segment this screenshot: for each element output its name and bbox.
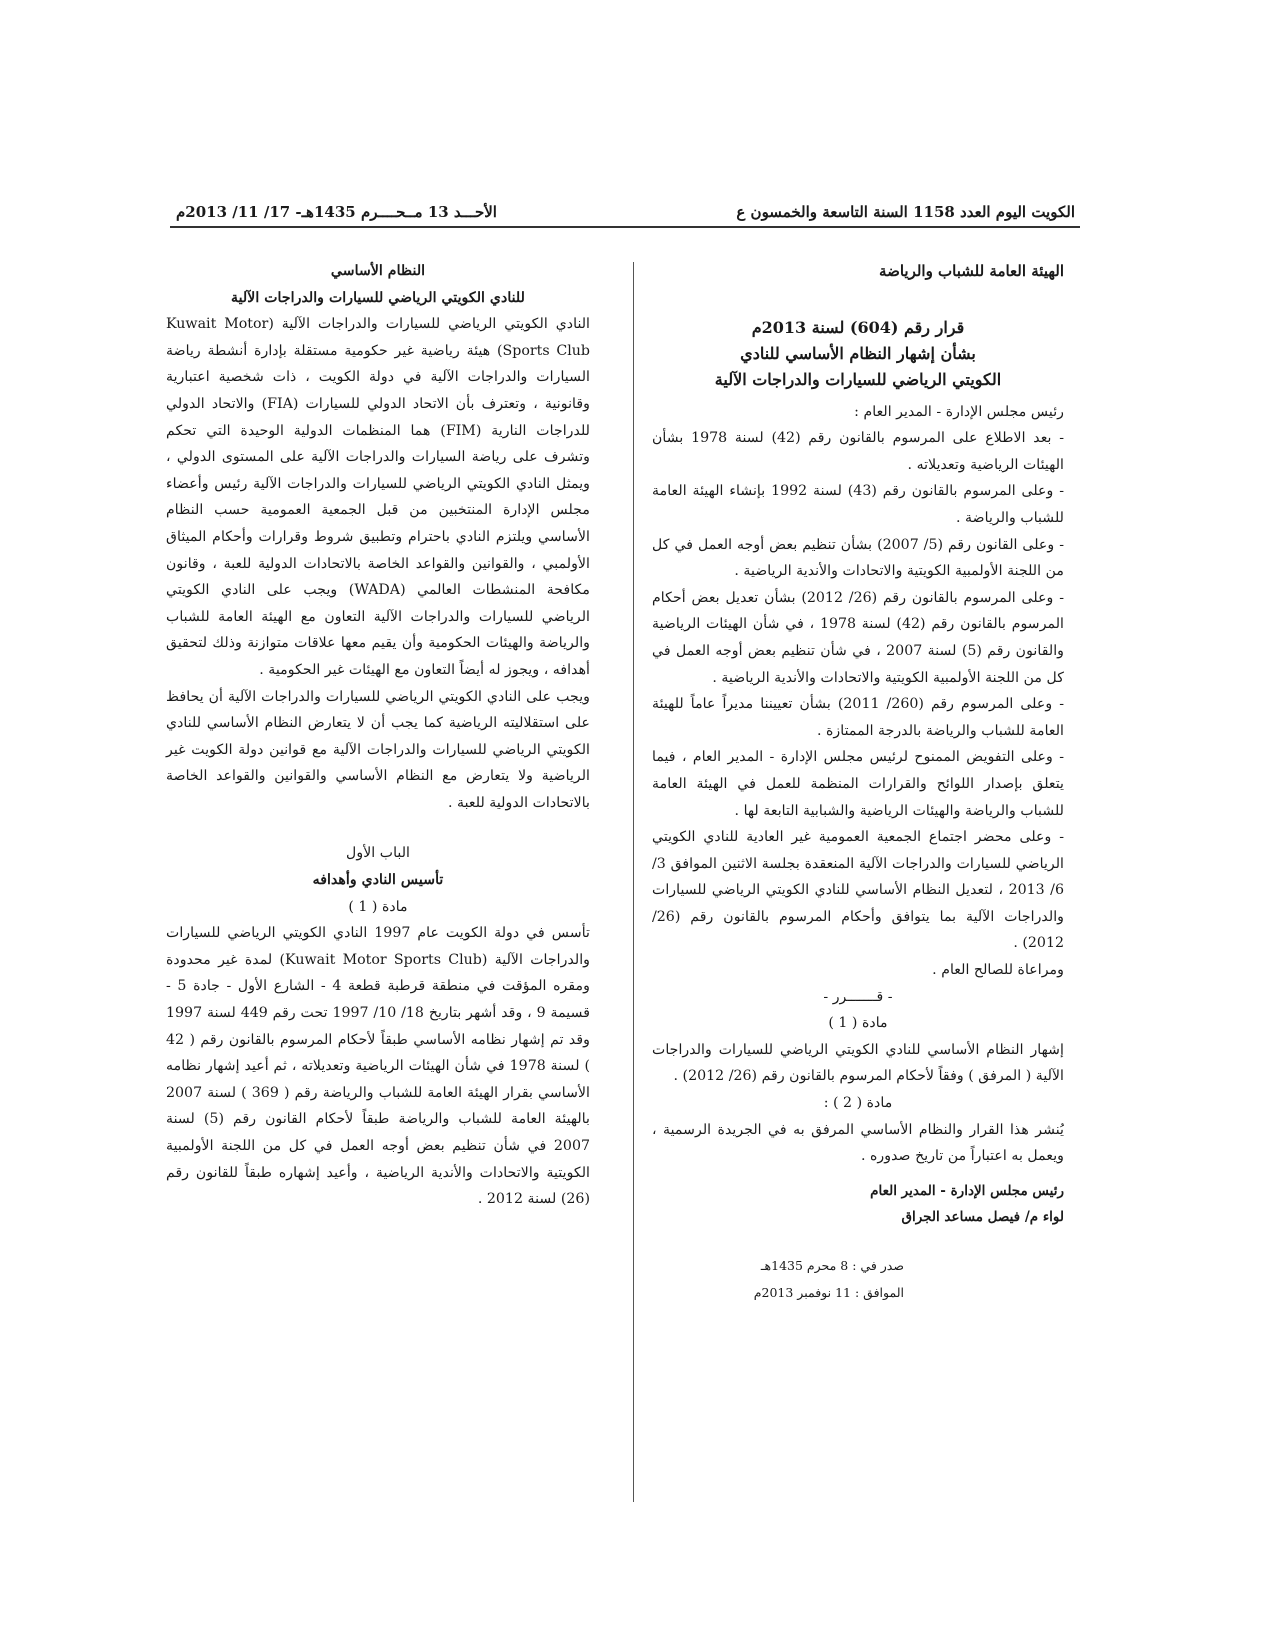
preamble-clause: - وعلى محضر اجتماع الجمعية العمومية غير العادية للنادي الكويتي الرياضي للسيارات والدراجات الآلية المنعقدة بجلسة الاثنين الموافق 3/ 6/ 2013 ، لتعديل النظام الأساسي للنادي الكويتي الرياضي للسيارات والدراجات الآلية بما يتوافق وأحكام المرسوم بالقانون رقم (26/ 2012) . bbox=[652, 829, 1064, 952]
signature-name: لواء م/ فيصل مساعد الجراق bbox=[901, 1209, 1064, 1226]
article-2-text: يُنشر هذا القرار والنظام الأساسي المرفق به في الجريدة الرسمية ، ويعمل به اعتباراً من تاريخ صدوره . bbox=[652, 1121, 1064, 1165]
preamble-public-interest: ومراعاة للصالح العام . bbox=[932, 962, 1064, 979]
header-rule bbox=[170, 226, 1080, 228]
statute-subtitle: للنادي الكويتي الرياضي للسيارات والدراجات الآلية bbox=[231, 289, 525, 306]
issue-dates bbox=[652, 1253, 1064, 1306]
statute-intro-paragraph: النادي الكويتي الرياضي للسيارات والدراجات الآلية (Kuwait Motor Sports Club) هيئة رياضية غير حكومية مستقلة بإدارة أنشطة رياضة السيارات والدراجات الآلية في دولة الكويت ، ذات شخصية اعتبارية وقانونية ، وتعترف بأن الاتحاد الدولي للسيارات (FIA) والاتحاد الدولي للدراجات النارية (FIM) هما المنظمات الدولية الوحيدة التي تحكم وتشرف على رياضة السيارات والدراجات الآلية على المستوى الدولي ، ويمثل النادي الكويتي الرياضي للسيارات والدراجات الآلية رئيس وأعضاء مجلس الإدارة المنتخبين من قبل الجمعية العمومية حسب النظام الأساسي ويلتزم النادي باحترام وتطبيق شروط وقرارات وأحكام الميثاق الأولمبي ، والقوانين والقواعد الخاصة بالاتحادات الدولية للعبة ، وقانون مكافحة المنشطات العالمي (WADA) ويجب على النادي الكويتي الرياضي للسيارات والدراجات الآلية التعاون مع الهيئة العامة للشباب والرياضة والهيئات الحكومية وأن يقيم معها علاقات متوازنة وذلك لتحقيق أهدافه ، ويجوز له أيضاً التعاون مع الهيئات غير الحكومية . bbox=[166, 316, 591, 678]
preamble-issuer: رئيس مجلس الإدارة - المدير العام : bbox=[854, 403, 1064, 420]
article-1-title: مادة ( 1 ) bbox=[828, 1015, 888, 1032]
chapter-article-title: مادة ( 1 ) bbox=[348, 898, 408, 915]
signature-block bbox=[652, 1178, 1064, 1231]
decision-subject-line-1: بشأن إشهار النظام الأساسي للنادي bbox=[740, 343, 976, 363]
right-column bbox=[652, 258, 1064, 1306]
chapter-number: الباب الأول bbox=[346, 845, 410, 862]
article-1-text: إشهار النظام الأساسي للنادي الكويتي الرياضي للسيارات والدراجات الآلية ( المرفق ) وفقاً لأحكام المرسوم بالقانون رقم (26/ 2012) . bbox=[652, 1041, 1064, 1085]
statute-title: النظام الأساسي bbox=[330, 263, 426, 279]
gazette-header-issue: الكويت اليوم العدد 1158 السنة التاسعة والخمسون ع bbox=[736, 203, 1075, 221]
preamble-clause: - وعلى التفويض الممنوح لرئيس مجلس الإدارة - المدير العام ، فيما يتعلق بإصدار اللوائح والقرارات المنظمة للعمل في الهيئة العامة للشباب والرياضة والهيئات الرياضية والشبابية التابعة لها . bbox=[652, 749, 1064, 819]
column-divider bbox=[633, 262, 634, 1502]
decision-number: قرار رقم (604) لسنة 2013م bbox=[751, 317, 965, 337]
decision-subject-line-2: الكويتي الرياضي للسيارات والدراجات الآلية bbox=[714, 369, 1002, 389]
issued-gregorian-date: الموافق : 11 نوفمبر 2013م bbox=[753, 1284, 904, 1300]
preamble-clause: - وعلى المرسوم بالقانون رقم (26/ 2012) بشأن تعديل بعض أحكام المرسوم بالقانون رقم (42) لسنة 1978 ، في شأن الهيئات الرياضية والقانون رقم (5) لسنة 2007 ، في شأن تنظيم بعض أوجه العمل في كل من اللجنة الأولمبية الكويتية والاتحادات والأندية الرياضية . bbox=[652, 589, 1064, 686]
issuing-authority: الهيئة العامة للشباب والرياضة bbox=[879, 262, 1064, 280]
left-column bbox=[166, 258, 590, 1213]
chapter-title: تأسيس النادي وأهدافه bbox=[312, 872, 444, 889]
preamble-clause: - وعلى المرسوم بالقانون رقم (43) لسنة 1992 بإنشاء الهيئة العامة للشباب والرياضة . bbox=[652, 483, 1064, 526]
preamble-clause: - بعد الاطلاع على المرسوم بالقانون رقم (42) لسنة 1978 بشأن الهيئات الرياضية وتعديلاته . bbox=[652, 430, 1065, 473]
decision-title bbox=[652, 315, 1064, 393]
article-2-title: مادة ( 2 ) : bbox=[823, 1095, 893, 1112]
issued-hijri-date: صدر في : 8 محرم 1435هـ bbox=[760, 1258, 904, 1273]
decides-heading: - قـــــــرر - bbox=[823, 988, 893, 1005]
preamble-clause: - وعلى القانون رقم (5/ 2007) بشأن تنظيم بعض أوجه العمل في كل من اللجنة الأولمبية الكويتية والاتحادات والأندية الرياضية . bbox=[652, 536, 1064, 580]
gazette-header-date: الأحـــد 13 مــحــــرم 1435هـ- 17/ 11/ 2013م bbox=[176, 203, 497, 221]
statute-independence-paragraph: ويجب على النادي الكويتي الرياضي للسيارات والدراجات الآلية أن يحافظ على استقلاليته الرياضية كما يجب أن لا يتعارض النظام الأساسي للنادي الكويتي الرياضي للسيارات والدراجات الآلية مع قوانين دولة الكويت غير الرياضية ولا يتعارض مع النظام الأساسي والقوانين والقواعد الخاصة بالاتحادات الدولية للعبة . bbox=[166, 688, 590, 811]
chapter-article-text: تأسس في دولة الكويت عام 1997 النادي الكويتي الرياضي للسيارات والدراجات الآلية (Kuwait Motor Sports Club) لمدة غير محدودة ومقره المؤقت في منطقة قرطبة قطعة 4 - الشارع الأول - جادة 5 - قسيمة 9 ، وقد أشهر بتاريخ 18/ 10/ 1997 تحت رقم 449 لسنة 1997 وقد تم إشهار نظامه الأساسي طبقاً لأحكام المرسوم بالقانون رقم ( 42 ) لسنة 1978 في شأن الهيئات الرياضية وتعديلاته ، ثم أعيد إشهار نظامه الأساسي بقرار الهيئة العامة للشباب والرياضة رقم ( 369 ) لسنة 2007 بالهيئة العامة للشباب والرياضة طبقاً لأحكام القانون رقم (5) لسنة 2007 في شأن تنظيم بعض أوجه العمل في كل من اللجنة الأولمبية الكويتية والاتحادات والأندية الرياضية ، وأعيد إشهاره طبقاً للقانون رقم (26) لسنة 2012 . bbox=[166, 925, 591, 1208]
preamble-clause: - وعلى المرسوم رقم (260/ 2011) بشأن تعييننا مديراً عاماً للهيئة العامة للشباب والرياضة بالدرجة الممتازة . bbox=[652, 696, 1065, 739]
chapter-heading bbox=[166, 840, 590, 920]
signature-title: رئيس مجلس الإدارة - المدير العام bbox=[870, 1182, 1064, 1199]
